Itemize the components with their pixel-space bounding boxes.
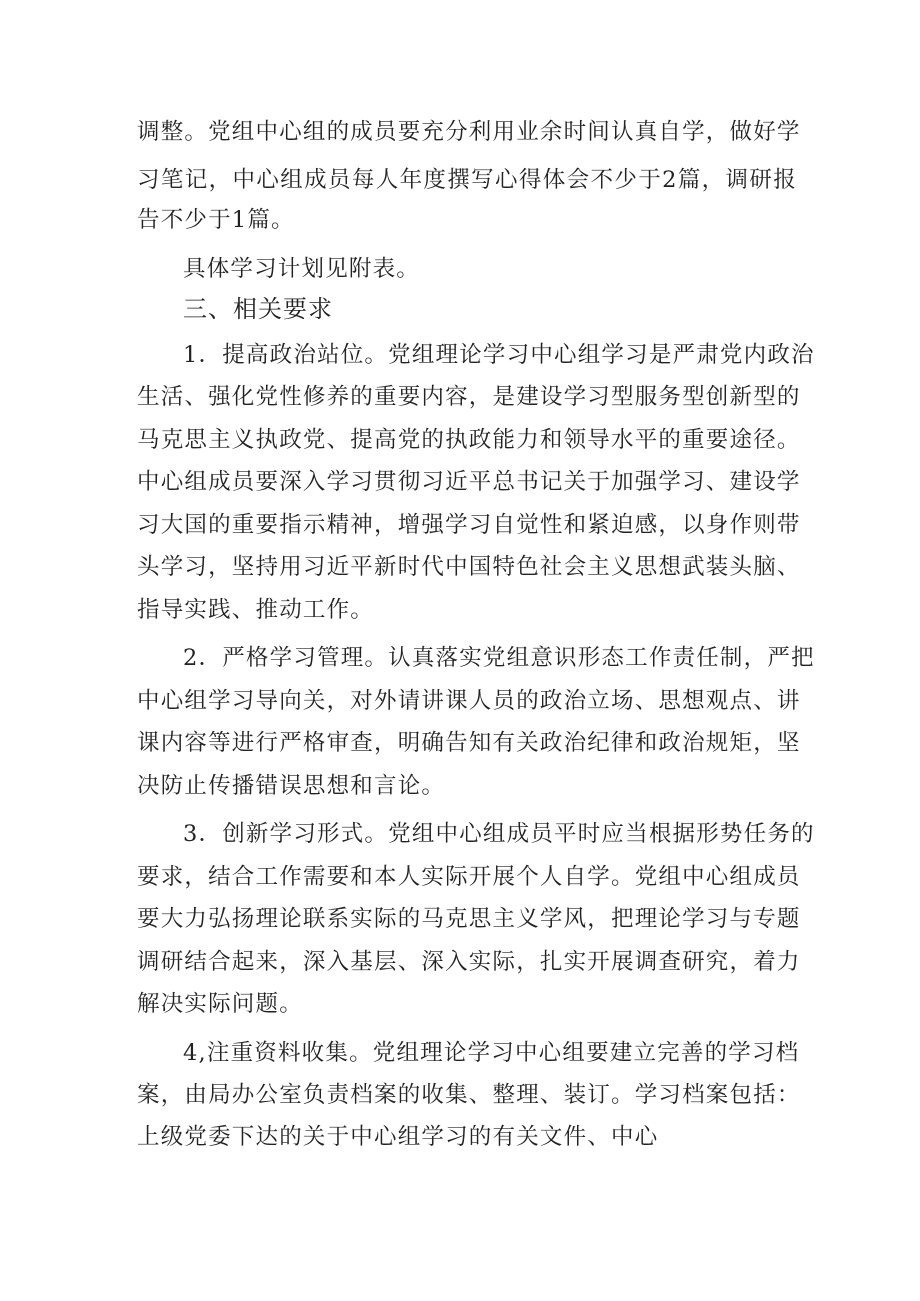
text-line: 习大国的重要指示精神，增强学习自觉性和紧迫感，以身作则带 bbox=[137, 512, 801, 538]
text-line: 决防止传播错误思想和言论。 bbox=[137, 773, 446, 799]
text-line: 要大力弘扬理论联系实际的马克思主义学风，把理论学习与专题 bbox=[137, 906, 801, 932]
text-line: 3．创新学习形式。党组中心组成员平时应当根据形势任务的 bbox=[183, 821, 815, 847]
text-line: 头学习，坚持用习近平新时代中国特色社会主义思想武装头脑、 bbox=[137, 554, 801, 580]
text-line: 4,注重资料收集。党组理论学习中心组要建立完善的学习档 bbox=[183, 1040, 800, 1066]
text-line: 课内容等进行严格审查，明确告知有关政治纪律和政治规矩，坚 bbox=[137, 730, 801, 756]
text-line: 中心组学习导向关，对外请讲课人员的政治立场、思想观点、讲 bbox=[137, 688, 801, 714]
text-line: 2．严格学习管理。认真落实党组意识形态工作责任制，严把 bbox=[183, 645, 815, 671]
section-heading: 三、相关要求 bbox=[183, 295, 333, 323]
text-line: 调整。党组中心组的成员要充分利用业余时间认真自学，做好学 bbox=[137, 119, 801, 145]
text-line: 中心组成员要深入学习贯彻习近平总书记关于加强学习、建设学 bbox=[137, 469, 801, 495]
text-line: 习笔记，中心组成员每人年度撰写心得体会不少于2篇，调研报 bbox=[137, 167, 797, 193]
text-line: 要求，结合工作需要和本人实际开展个人自学。党组中心组成员 bbox=[137, 864, 801, 890]
text-line: 具体学习计划见附表。 bbox=[183, 256, 421, 282]
text-line: 解决实际问题。 bbox=[137, 991, 303, 1017]
text-line: 指导实践、推动工作。 bbox=[137, 597, 375, 623]
text-line: 调研结合起来，深入基层、深入实际，扎实开展调查研究，着力 bbox=[137, 949, 801, 975]
text-line: 马克思主义执政党、提高党的执政能力和领导水平的重要途径。 bbox=[137, 427, 801, 453]
text-line: 案，由局办公室负责档案的收集、整理、装订。学习档案包括： bbox=[137, 1082, 801, 1108]
text-line: 生活、强化党性修养的重要内容，是建设学习型服务型创新型的 bbox=[137, 384, 801, 410]
text-line: 上级党委下达的关于中心组学习的有关文件、中心 bbox=[137, 1124, 659, 1150]
text-line: 告不少于1篇。 bbox=[137, 207, 295, 233]
text-line: 1．提高政治站位。党组理论学习中心组学习是严肃党内政治 bbox=[183, 342, 815, 368]
